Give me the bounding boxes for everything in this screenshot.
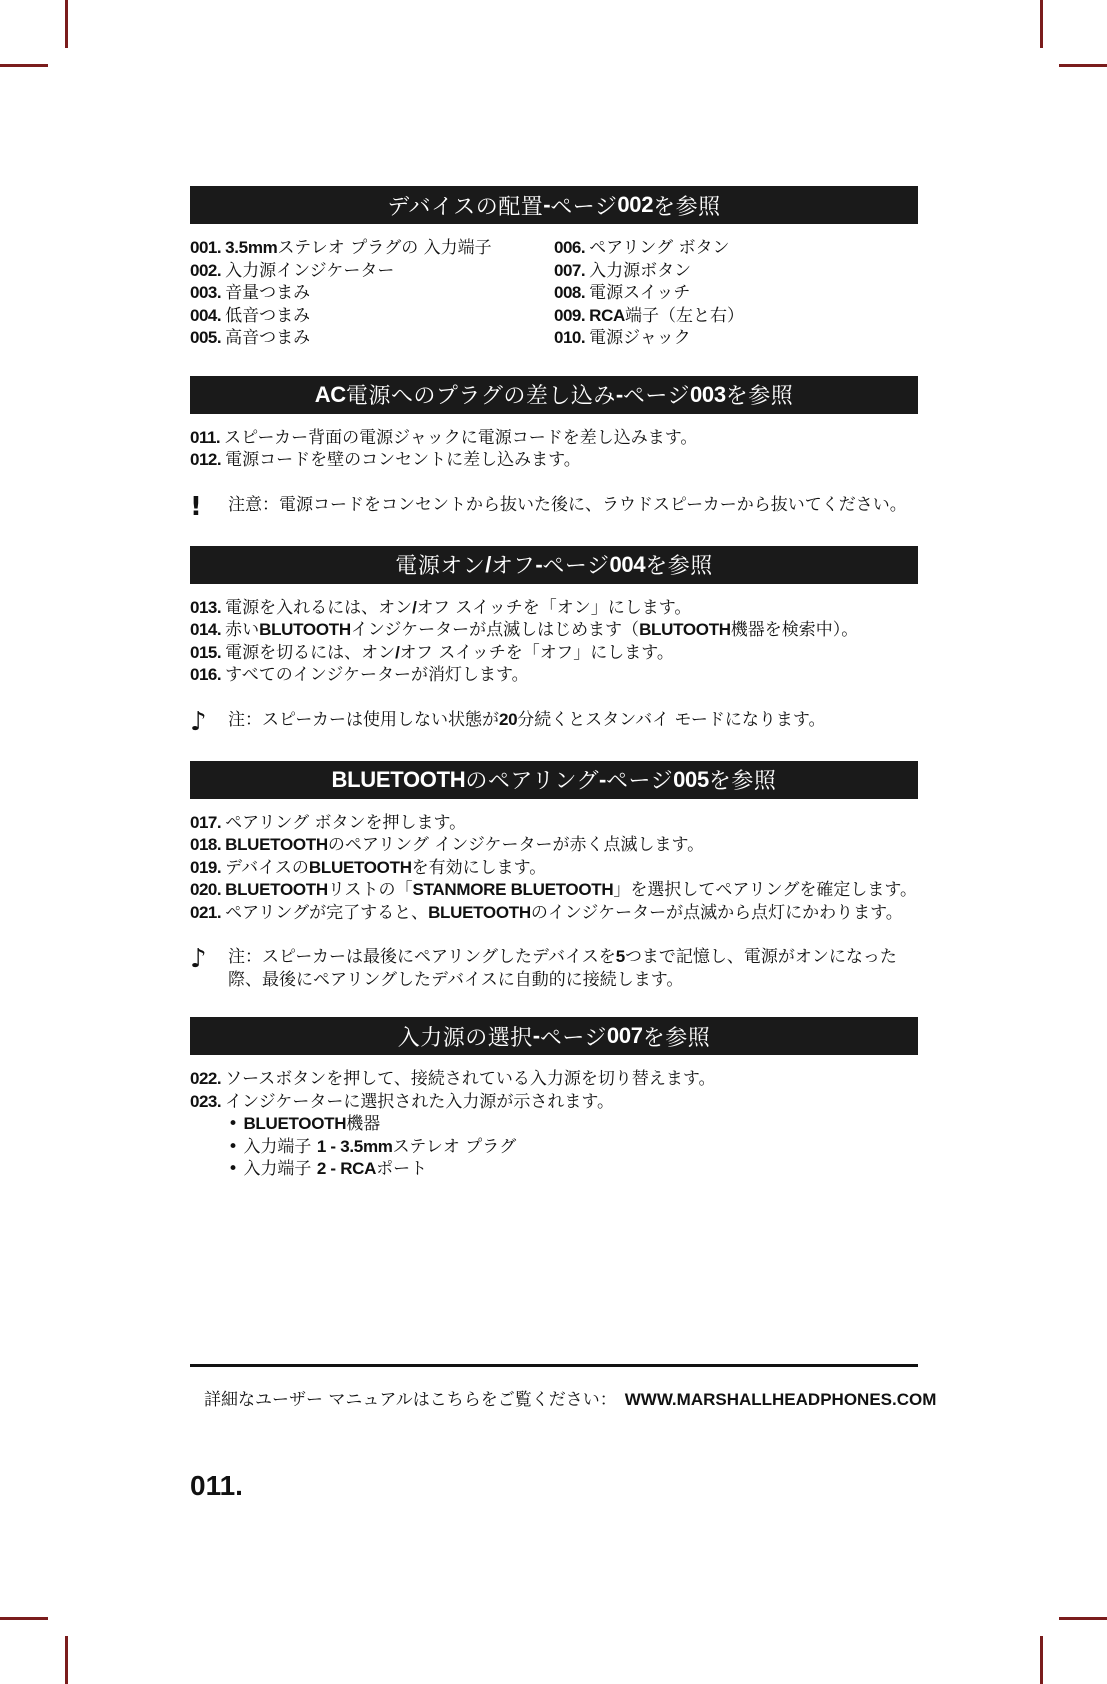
- list-item: 009. RCA端子（左と右）: [554, 305, 745, 326]
- caution-note: [190, 491, 918, 522]
- bullet-item: • 入力端子 2 - RCAポート: [228, 1159, 428, 1179]
- music-note-icon: ♪: [190, 944, 207, 974]
- list-item: 007. 入力源ボタン: [554, 260, 692, 281]
- list-item: 022. ソースボタンを押して、接続されている入力源を切り替えます。: [190, 1069, 716, 1089]
- list-item: 016. すべてのインジケーターが消灯します。: [190, 665, 529, 685]
- crop-mark-bottom-right-h: [1059, 1617, 1107, 1620]
- section-title-text: デバイスの配置: [387, 194, 544, 220]
- list-item: 012. 電源コードを壁のコンセントに差し込みます。: [190, 450, 581, 470]
- section-header-power-onoff: 電源オン / オフ - ページ 004 を参照: [190, 546, 918, 584]
- section-title-suffix: を参照: [653, 194, 721, 220]
- list-item: 008. 電源スイッチ: [554, 283, 691, 303]
- list-item: 011. スピーカー背面の電源ジャックに電源コードを差し込みます。: [190, 427, 698, 448]
- standby-note-text: 注：スピーカーは使用しない状態が20分続くとスタンバイ モードになります。: [228, 709, 826, 730]
- device-parts-list: [190, 237, 918, 350]
- section-header-device-layout: [190, 186, 918, 224]
- memory-note-text: 注：スピーカーは最後にペアリングしたデバイスを5つまで記憶し、電源がオンになった際、最後にペアリングしたデバイスに自動的に接続します。: [228, 947, 897, 990]
- pairing-steps: [190, 812, 918, 925]
- section-header-ac-power: AC 電源へのプラグの差し込み - ページ 003 を参照: [190, 376, 918, 414]
- list-item: 015. 電源を切るには、オン/オフ スイッチを「オフ」にします。: [190, 642, 674, 663]
- parts-column-left: [190, 237, 554, 350]
- manual-content: [190, 186, 918, 1181]
- music-note-icon: ♪: [190, 706, 207, 737]
- parts-column-right: [554, 237, 918, 350]
- list-item: 013. 電源を入れるには、オン/オフ スイッチを「オン」にします。: [190, 597, 692, 618]
- crop-mark-top-right-v: [1040, 0, 1043, 48]
- list-item: 023. インジケーターに選択された入力源が示されます。: [190, 1091, 614, 1112]
- standby-note: [190, 706, 918, 737]
- bullet-item: • BLUETOOTH機器: [228, 1114, 381, 1134]
- list-item: 005. 高音つまみ: [190, 328, 311, 348]
- crop-mark-top-left-v: [65, 0, 68, 48]
- warning-exclamation-icon: !: [190, 491, 202, 522]
- section-header-bluetooth-pairing: BLUETOOTH のペアリング - ページ 005 を参照: [190, 761, 918, 799]
- crop-mark-bottom-left-h: [0, 1617, 48, 1620]
- list-item: 014. 赤いBLUTOOTHインジケーターが点滅しはじめます（BLUTOOTH機器を検索中）。: [190, 620, 859, 640]
- crop-mark-top-right-h: [1059, 64, 1107, 67]
- footer-divider: [190, 1364, 918, 1367]
- crop-mark-top-left-h: [0, 64, 48, 67]
- crop-mark-bottom-left-v: [65, 1636, 68, 1684]
- list-item: 003. 音量つまみ: [190, 283, 311, 303]
- footer-website-link[interactable]: WWW.MARSHALLHEADPHONES.COM: [624, 1390, 937, 1409]
- footer-text: 詳細なユーザー マニュアルはこちらをご覧ください：: [204, 1390, 617, 1410]
- list-item: 006. ペアリング ボタン: [554, 238, 730, 258]
- list-item: 004. 低音つまみ: [190, 305, 311, 326]
- page-number: 011.: [190, 1470, 243, 1501]
- footer: [204, 1385, 936, 1410]
- power-steps: [190, 597, 918, 687]
- ac-power-steps: [190, 427, 918, 472]
- section-title-page-number: 002: [617, 192, 654, 217]
- section-title-dash: -: [543, 192, 551, 217]
- caution-text: 注意：電源コードをコンセントから抜いた後に、ラウドスピーカーから抜いてください。: [228, 494, 907, 515]
- input-steps: [190, 1068, 918, 1181]
- list-item: 018. BLUETOOTHのペアリング インジケーターが赤く点滅します。: [190, 835, 705, 855]
- section-title-page: ページ: [550, 194, 618, 220]
- list-item: 001. 3.5mmステレオ プラグの 入力端子: [190, 238, 492, 258]
- list-item: 017. ペアリング ボタンを押します。: [190, 812, 467, 833]
- list-item: 002. 入力源インジケーター: [190, 260, 395, 281]
- list-item: 010. 電源ジャック: [554, 328, 691, 348]
- crop-mark-bottom-right-v: [1040, 1636, 1043, 1684]
- bullet-item: • 入力端子 1 - 3.5mmステレオ プラグ: [228, 1136, 517, 1157]
- list-item: 020. BLUETOOTHリストの「STANMORE BLUETOOTH」を選択してペアリングを確定します。: [190, 880, 917, 900]
- section-header-input-selection: 入力源の選択 - ページ 007 を参照: [190, 1017, 918, 1055]
- list-item: 021. ペアリングが完了すると、BLUETOOTHのインジケーターが点滅から点灯にかわります。: [190, 902, 903, 923]
- memory-note: [190, 946, 918, 991]
- list-item: 019. デバイスのBLUETOOTHを有効にします。: [190, 857, 547, 878]
